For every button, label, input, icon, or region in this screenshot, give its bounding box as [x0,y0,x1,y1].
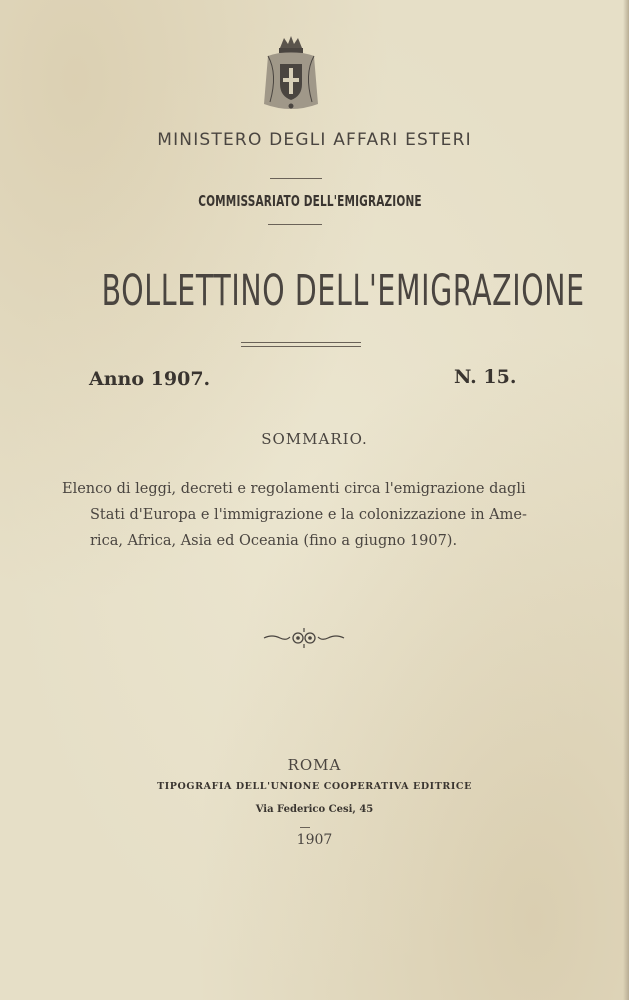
summary-line: Elenco di leggi, decreti e regolamenti circa l'emigrazione dagli [62,481,526,497]
coat-of-arms-icon [258,34,324,114]
imprint-address: Via Federico Cesi, 45 [255,804,374,815]
imprint-year: 1907 [296,832,333,848]
summary-heading: SOMMARIO. [261,430,368,448]
ministry-name: MINISTERO DEGLI AFFARI ESTERI [157,130,472,150]
bulletin-title: BOLLETTINO DELL'EMIGRAZIONE [101,266,585,316]
imprint-dash [300,827,310,828]
summary-line: rica, Africa, Asia ed Oceania (fino a giugno 1907). [90,533,458,549]
commissariato-name: COMMISSARIATO DELL'EMIGRAZIONE [198,192,422,210]
issue-number: N. 15. [454,366,517,388]
divider-top [270,178,322,179]
summary-text [62,476,552,554]
title-double-rule-1 [241,342,361,343]
summary-line: Stati d'Europa e l'immigrazione e la colonizzazione in Ame- [90,507,527,523]
divider-bottom [268,224,322,225]
imprint-printer: TIPOGRAFIA DELL'UNIONE COOPERATIVA EDITRICE [157,781,472,792]
page-edge-shadow [623,0,629,1000]
ornament-icon [262,624,346,652]
imprint-city: ROMA [287,756,342,774]
issue-year: Anno 1907. [89,368,211,390]
title-double-rule-2 [241,346,361,347]
